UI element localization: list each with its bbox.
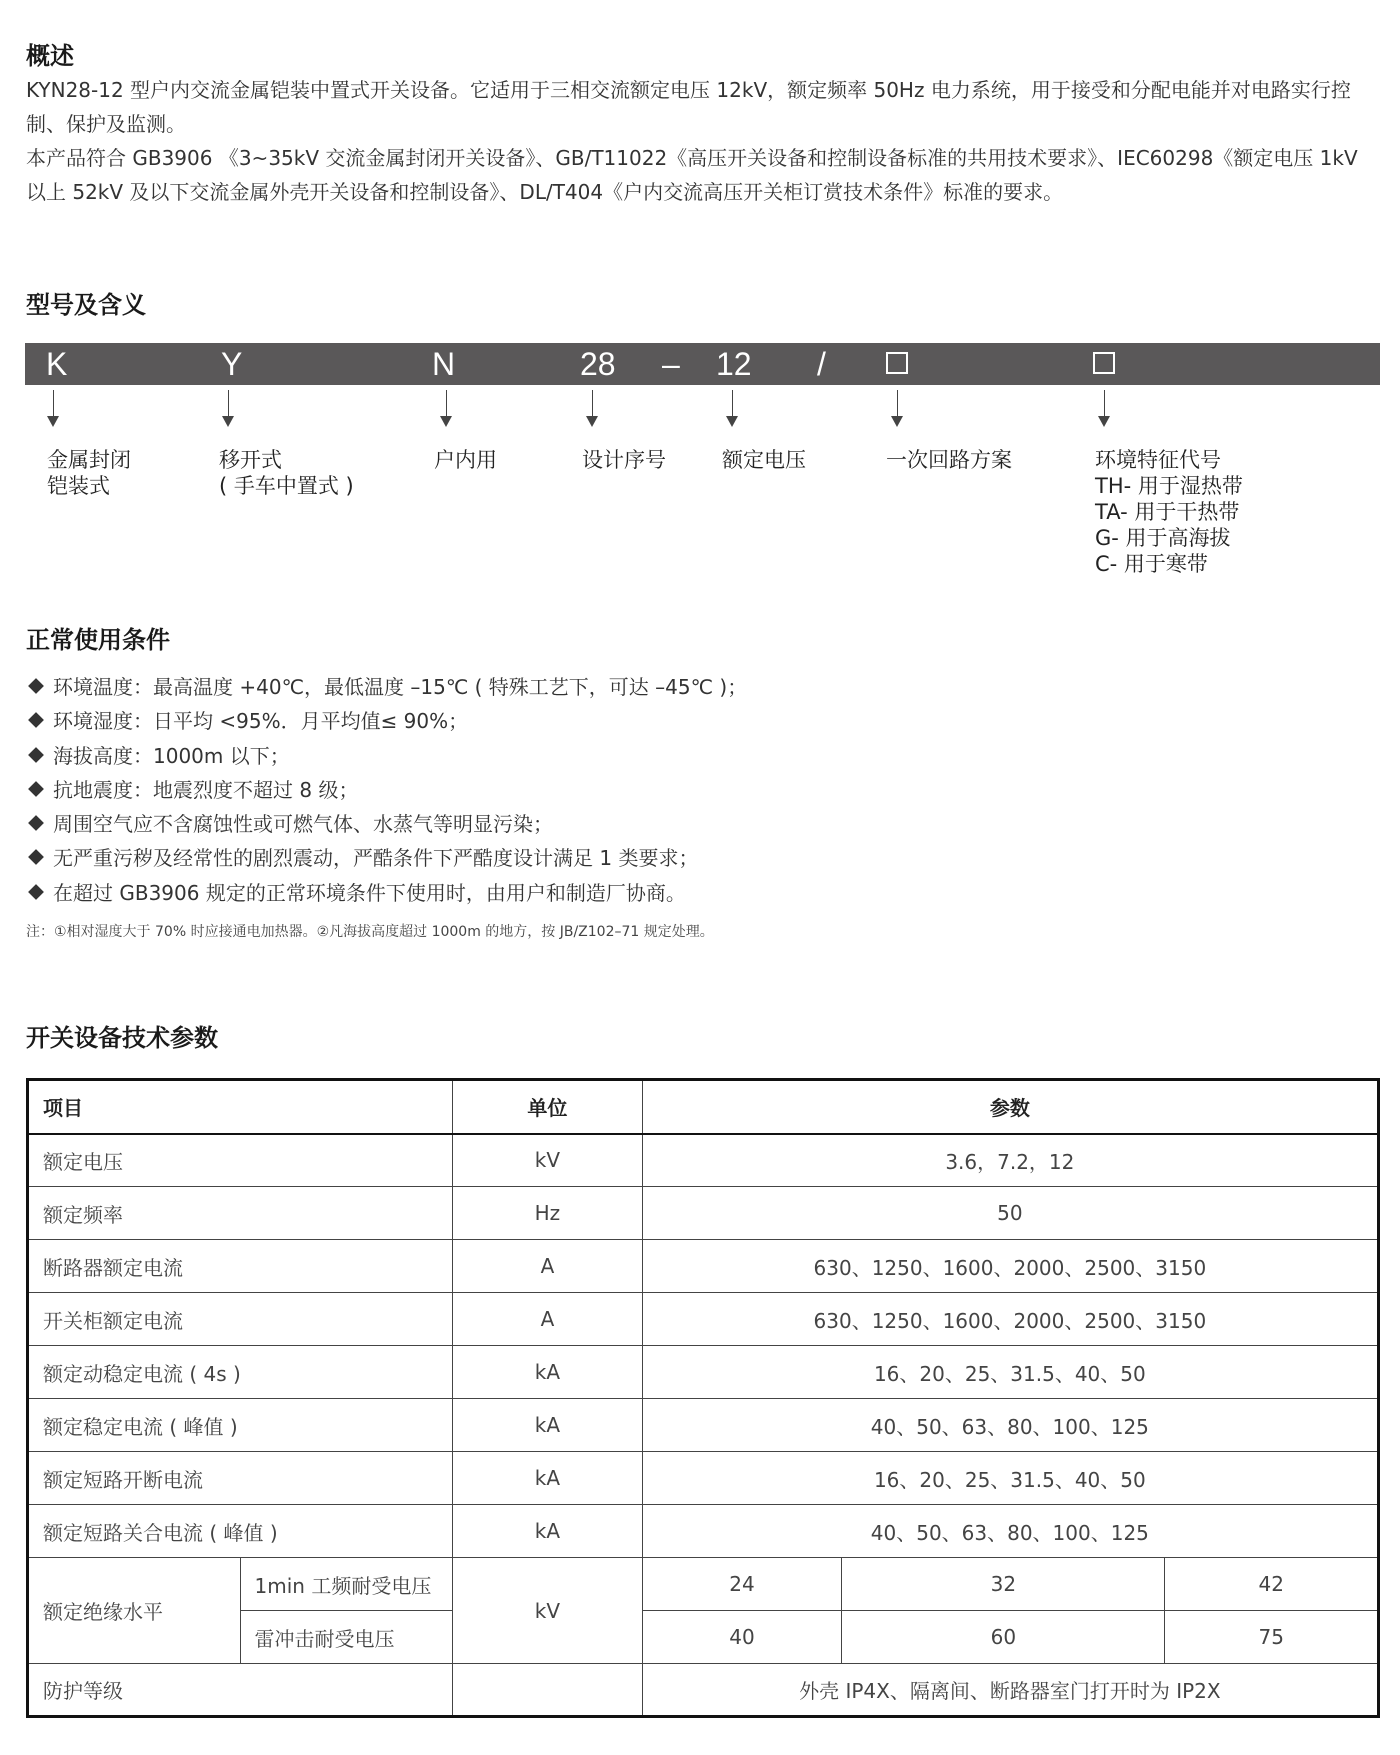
row-item: 额定短路开断电流 <box>28 1452 453 1505</box>
diamond-bullet-icon <box>28 781 44 797</box>
insulation-label: 额定绝缘水平 <box>28 1558 241 1664</box>
specs-heading: 开关设备技术参数 <box>26 1024 218 1052</box>
down-arrow-icon <box>228 390 229 418</box>
arrow-head-icon <box>440 416 452 427</box>
model-segment-voltage: 12 <box>716 346 752 382</box>
row-item: 额定电压 <box>28 1134 453 1187</box>
down-arrow-icon <box>732 390 733 418</box>
placeholder-box-scheme <box>886 352 908 374</box>
conditions-note: 注：①相对湿度大于 70% 时应接通电加热器。②凡海拔高度超过 1000m 的地方，按 JB/Z102–71 规定处理。 <box>26 924 714 940</box>
list-item-text: 抗地震度：地震烈度不超过 8 级； <box>53 777 359 802</box>
table-row <box>28 1187 1379 1240</box>
arrow-head-icon <box>586 416 598 427</box>
header-item: 项目 <box>28 1080 453 1134</box>
model-desc-label <box>886 447 1012 473</box>
row-value: 40、50、63、80、100、125 <box>642 1399 1378 1452</box>
model-desc-label <box>47 447 131 499</box>
row-unit: Hz <box>453 1187 643 1240</box>
table-row <box>28 1240 1379 1293</box>
arrow-head-icon <box>47 416 59 427</box>
table-row <box>28 1346 1379 1399</box>
diamond-bullet-icon <box>28 712 44 728</box>
desc-line: 金属封闭 <box>47 448 131 472</box>
list-item <box>26 739 747 773</box>
list-item <box>26 704 747 738</box>
insulation-value: 24 <box>642 1558 842 1611</box>
insulation-value: 40 <box>642 1611 842 1664</box>
table-row <box>28 1293 1379 1346</box>
model-desc-label <box>722 447 806 473</box>
arrow-head-icon <box>726 416 738 427</box>
arrow-head-icon <box>891 416 903 427</box>
row-unit: A <box>453 1293 643 1346</box>
diamond-bullet-icon <box>28 884 44 900</box>
overview-paragraph-1: KYN28-12 型户内交流金属铠装中置式开关设备。它适用于三相交流额定电压 12kV，额定频率 50Hz 电力系统，用于接受和分配电能并对电路实行控制、保护及监测。 <box>26 78 1351 136</box>
row-unit: kA <box>453 1505 643 1558</box>
model-code-bar <box>25 343 1380 385</box>
desc-line: G- 用于高海拔 <box>1095 526 1231 550</box>
row-item: 额定稳定电流 ( 峰值 ) <box>28 1399 453 1452</box>
table-row <box>28 1505 1379 1558</box>
specs-table <box>26 1078 1380 1718</box>
header-value: 参数 <box>642 1080 1378 1134</box>
arrow-head-icon <box>1098 416 1110 427</box>
row-unit: A <box>453 1240 643 1293</box>
table-header-row <box>28 1080 1379 1134</box>
row-value: 630、1250、1600、2000、2500、3150 <box>642 1240 1378 1293</box>
list-item <box>26 773 747 807</box>
diamond-bullet-icon <box>28 850 44 866</box>
list-item-text: 环境温度：最高温度 +40℃，最低温度 –15℃ ( 特殊工艺下，可达 –45℃ )； <box>53 675 748 699</box>
overview-heading: 概述 <box>26 42 74 70</box>
row-unit: kA <box>453 1399 643 1452</box>
desc-line: 铠装式 <box>47 474 110 498</box>
arrow-head-icon <box>222 416 234 427</box>
conditions-list <box>26 670 747 910</box>
list-item <box>26 807 747 841</box>
list-item <box>26 876 747 910</box>
row-item: 额定短路关合电流 ( 峰值 ) <box>28 1505 453 1558</box>
row-item: 开关柜额定电流 <box>28 1293 453 1346</box>
desc-line: TA- 用于干热带 <box>1095 500 1240 524</box>
model-heading: 型号及含义 <box>26 291 146 319</box>
model-segment-k: K <box>46 346 68 382</box>
table-row-insulation-power <box>28 1558 1379 1611</box>
conditions-heading: 正常使用条件 <box>26 626 170 654</box>
insulation-sub-impulse: 雷冲击耐受电压 <box>240 1611 453 1664</box>
down-arrow-icon <box>446 390 447 418</box>
desc-line: 环境特征代号 <box>1095 448 1221 472</box>
insulation-sub-power: 1min 工频耐受电压 <box>240 1558 453 1611</box>
table-row <box>28 1399 1379 1452</box>
down-arrow-icon <box>592 390 593 418</box>
row-value: 外壳 IP4X、隔离间、断路器室门打开时为 IP2X <box>642 1664 1378 1717</box>
down-arrow-icon <box>897 390 898 418</box>
row-value: 16、20、25、31.5、40、50 <box>642 1346 1378 1399</box>
desc-line: 移开式 <box>219 448 282 472</box>
row-unit: kA <box>453 1452 643 1505</box>
insulation-value: 42 <box>1165 1558 1379 1611</box>
diamond-bullet-icon <box>28 678 44 694</box>
model-desc-label <box>434 447 497 473</box>
overview-text <box>26 73 1381 209</box>
row-value: 40、50、63、80、100、125 <box>642 1505 1378 1558</box>
row-value: 50 <box>642 1187 1378 1240</box>
insulation-value: 60 <box>842 1611 1165 1664</box>
row-value: 16、20、25、31.5、40、50 <box>642 1452 1378 1505</box>
insulation-value: 32 <box>842 1558 1165 1611</box>
insulation-unit: kV <box>453 1558 643 1664</box>
header-unit: 单位 <box>453 1080 643 1134</box>
row-item: 额定动稳定电流 ( 4s ) <box>28 1346 453 1399</box>
placeholder-box-environment <box>1093 352 1115 374</box>
row-unit <box>453 1664 643 1717</box>
desc-line: C- 用于寒带 <box>1095 552 1208 576</box>
desc-line: 户内用 <box>434 448 497 472</box>
desc-line: 额定电压 <box>722 448 806 472</box>
desc-line: 设计序号 <box>582 448 666 472</box>
row-item: 额定频率 <box>28 1187 453 1240</box>
diamond-bullet-icon <box>28 747 44 763</box>
desc-line: TH- 用于湿热带 <box>1095 474 1243 498</box>
row-item: 防护等级 <box>28 1664 453 1717</box>
table-row <box>28 1134 1379 1187</box>
down-arrow-icon <box>53 390 54 418</box>
list-item-text: 海拔高度：1000m 以下； <box>53 743 290 768</box>
desc-line: 一次回路方案 <box>886 448 1012 472</box>
row-unit: kA <box>453 1346 643 1399</box>
model-segment-slash: / <box>817 346 826 382</box>
insulation-value: 75 <box>1165 1611 1379 1664</box>
row-unit: kV <box>453 1134 643 1187</box>
table-row <box>28 1452 1379 1505</box>
list-item-text: 在超过 GB3906 规定的正常环境条件下使用时，由用户和制造厂协商。 <box>53 880 686 905</box>
model-desc-label <box>582 447 666 473</box>
model-desc-label <box>219 447 354 499</box>
list-item <box>26 670 747 704</box>
list-item-text: 无严重污秽及经常性的剧烈震动，严酷条件下严酷度设计满足 1 类要求； <box>53 846 699 871</box>
list-item-text: 环境湿度：日平均 <95%．月平均值≤ 90%； <box>53 709 469 734</box>
model-desc-label <box>1095 447 1243 577</box>
model-segment-dash: – <box>662 346 680 382</box>
row-value: 3.6，7.2，12 <box>642 1134 1378 1187</box>
model-segment-n: N <box>432 346 456 382</box>
model-segment-series: 28 <box>580 346 616 382</box>
list-item <box>26 841 747 875</box>
table-row <box>28 1664 1379 1717</box>
down-arrow-icon <box>1104 390 1105 418</box>
desc-line: ( 手车中置式 ) <box>219 474 354 498</box>
row-value: 630、1250、1600、2000、2500、3150 <box>642 1293 1378 1346</box>
overview-paragraph-2: 本产品符合 GB3906 《3~35kV 交流金属封闭开关设备》、GB/T11022《高压开关设备和控制设备标准的共用技术要求》、IEC60298《额定电压 1kV 以上 52kV 及以下交流金属外壳开关设备和控制设备》、DL/T404《户内交流高压开关柜订赏技术条件》标准的要求。 <box>26 146 1358 204</box>
diamond-bullet-icon <box>28 815 44 831</box>
list-item-text: 周围空气应不含腐蚀性或可燃气体、水蒸气等明显污染； <box>53 812 553 837</box>
row-item: 断路器额定电流 <box>28 1240 453 1293</box>
model-segment-y: Y <box>221 346 243 382</box>
